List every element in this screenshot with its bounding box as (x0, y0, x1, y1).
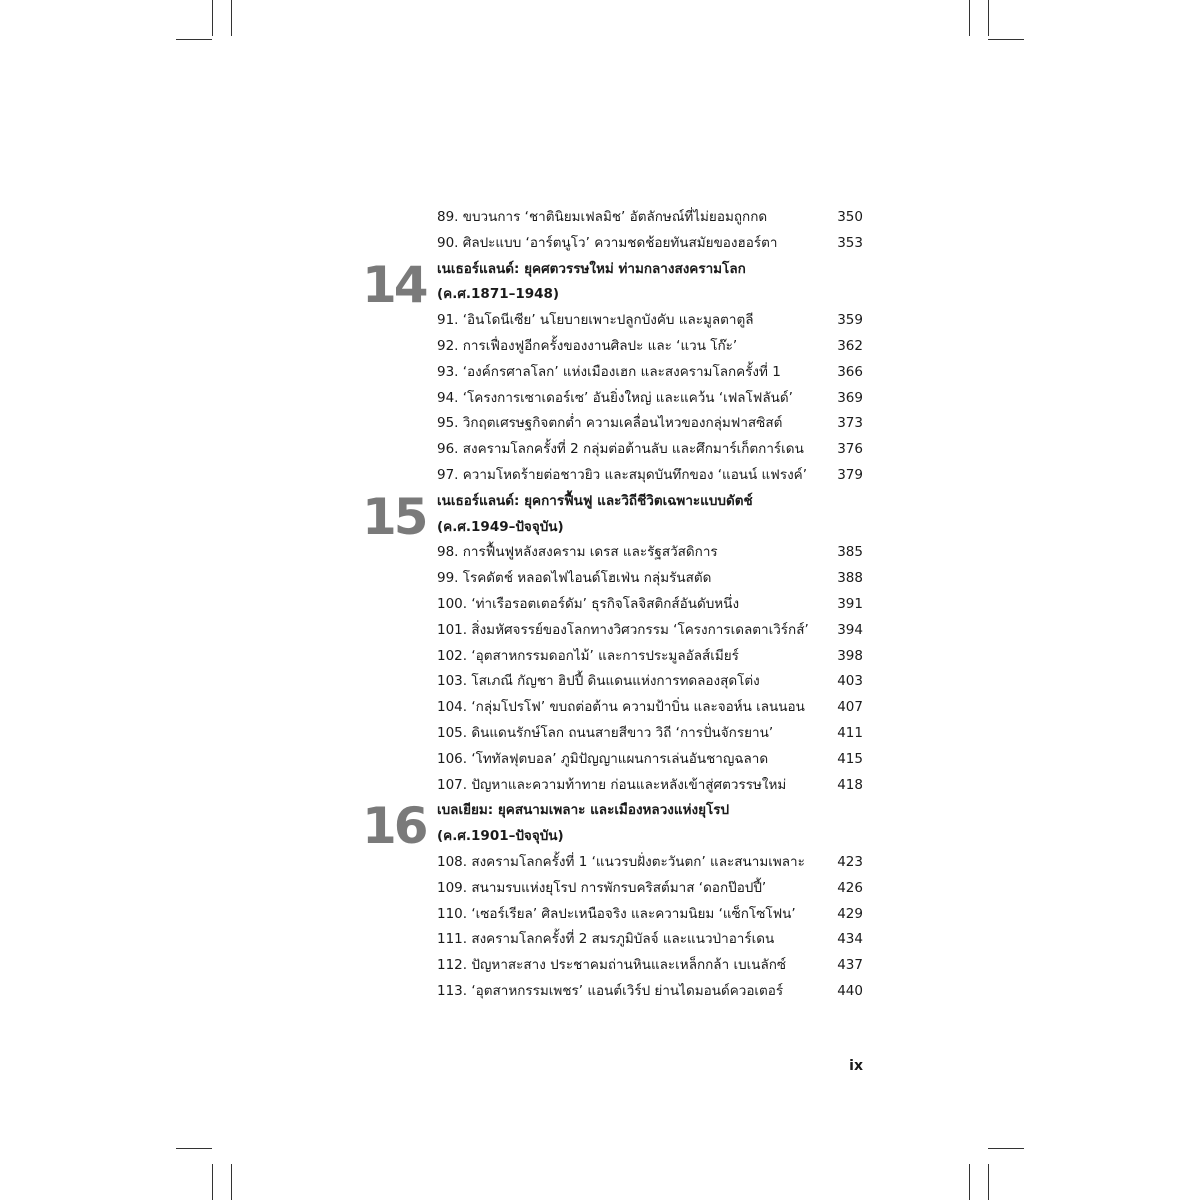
toc-entry-title: 105. ดินแดนรักษ์โลก ถนนสายสีขาว วิถี ‘การปั่นจักรยาน’ (437, 725, 774, 741)
toc-entry-title: 98. การฟื้นฟูหลังสงคราม เดรส และรัฐสวัสดิการ (437, 544, 718, 561)
toc-entry-title: 104. ‘กลุ่มโปรโฟ’ ขบถต่อต้าน ความป้าบิ่น และจอห์น เลนนอน (437, 699, 805, 716)
toc-entry-page: 359 (837, 312, 863, 329)
chapter-period: (ค.ศ.1901–ปัจจุบัน) (437, 828, 564, 845)
toc-entry (437, 772, 863, 798)
chapter-number: 16 (362, 797, 426, 856)
toc-entry (437, 591, 863, 617)
toc-entry (437, 694, 863, 720)
toc-entry (437, 462, 863, 488)
toc-entry (437, 978, 863, 1004)
toc-entry-page: 366 (837, 363, 863, 380)
toc-entry (437, 565, 863, 591)
toc-entry-title: 94. ‘โครงการเซาเดอร์เซ’ อันยิ่งใหญ่ และแคว้น ‘เฟลโฟลันด์’ (437, 389, 793, 406)
toc-entry-title: 103. โสเภณี กัญชา ฮิปปี้ ดินแดนแห่งการทดลองสุดโต่ง (437, 673, 760, 690)
toc-entry-title: 110. ‘เซอร์เรียล’ ศิลปะเหนือจริง และความนิยม ‘แซ็กโซโฟน’ (437, 905, 796, 922)
toc-entry-title: 93. ‘องค์กรศาลโลก’ แห่งเมืองเฮก และสงครามโลกครั้งที่ 1 (437, 363, 781, 380)
toc-entry (437, 875, 863, 901)
chapter-period: (ค.ศ.1871–1948) (437, 286, 560, 303)
toc-entry-page: 440 (837, 983, 863, 999)
toc-entry-page: 403 (837, 673, 863, 690)
toc-entry-page: 391 (837, 596, 863, 612)
toc-entry-title: 91. ‘อินโดนีเซีย’ นโยบายเพาะปลูกบังคับ และมูลตาตูลี (437, 312, 754, 329)
toc-entry-page: 350 (837, 209, 863, 225)
toc-entry (437, 385, 863, 411)
chapter-title: เนเธอร์แลนด์: ยุคการฟื้นฟู และวิถีชีวิตเฉพาะแบบดัตช์ (437, 492, 753, 509)
toc-entry (437, 539, 863, 565)
toc-entry (437, 436, 863, 462)
toc-entry-title: 97. ความโหดร้ายต่อชาวยิว และสมุดบันทึกของ ‘แอนน์ แฟรงค์’ (437, 467, 807, 483)
toc-entry-title: 89. ขบวนการ ‘ชาตินิยมเฟลมิช’ อัตลักษณ์ที่ไม่ยอมถูกกด (437, 209, 768, 225)
toc-entry (437, 668, 863, 694)
chapter-title: เนเธอร์แลนด์: ยุคศตวรรษใหม่ ท่ามกลางสงครามโลก (437, 260, 746, 277)
toc-entry-title: 96. สงครามโลกครั้งที่ 2 กลุ่มต่อต้านลับ และศึกมาร์เก็ตการ์เดน (437, 441, 804, 458)
toc-entry-title: 102. ‘อุตสาหกรรมดอกไม้’ และการประมูลอัลส์เมียร์ (437, 647, 739, 664)
toc-entry-page: 369 (837, 389, 863, 406)
toc-entry-page: 429 (837, 905, 863, 922)
toc-entry-page: 423 (837, 854, 863, 870)
toc-entry (437, 926, 863, 952)
chapter-number: 14 (362, 255, 426, 314)
chapter-title: เบลเยียม: ยุคสนามเพลาะ และเมืองหลวงแห่งยุโรป (437, 802, 730, 819)
toc-entry (437, 410, 863, 436)
toc-entry-page: 394 (837, 621, 863, 638)
toc-entry (437, 617, 863, 643)
toc-entry-page: 388 (837, 570, 863, 587)
toc-entry-title: 113. ‘อุตสาหกรรมเพชร’ แอนต์เวิร์ป ย่านไดมอนด์ควอเตอร์ (437, 983, 784, 999)
toc-entry-page: 418 (837, 776, 863, 793)
toc-entry (437, 643, 863, 669)
toc-entry (437, 359, 863, 385)
toc-entry-page: 379 (837, 467, 863, 483)
toc-entry (437, 952, 863, 978)
toc-entry-title: 101. สิ่งมหัศจรรย์ของโลกทางวิศวกรรม ‘โครงการเดลตาเวิร์กส์’ (437, 621, 809, 638)
chapter-period: (ค.ศ.1949–ปัจจุบัน) (437, 518, 564, 535)
toc-entry-title: 107. ปัญหาและความท้าทาย ก่อนและหลังเข้าสู่ศตวรรษใหม่ (437, 776, 787, 793)
toc-entry (437, 204, 863, 230)
toc-entry-title: 95. วิกฤตเศรษฐกิจตกต่ำ ความเคลื่อนไหวของกลุ่มฟาสซิสต์ (437, 415, 783, 432)
toc-entry (437, 307, 863, 333)
toc-entry (437, 720, 863, 746)
toc-entry (437, 746, 863, 772)
toc-entry (437, 333, 863, 359)
toc-entry-page: 353 (837, 234, 863, 251)
toc-entry-page: 398 (837, 647, 863, 664)
toc-entry-page: 426 (837, 879, 863, 896)
toc-entry-title: 109. สนามรบแห่งยุโรป การพักรบคริสต์มาส ‘ดอกป๊อปปี้’ (437, 879, 767, 896)
toc-entry-title: 100. ‘ท่าเรือรอตเตอร์ดัม’ ธุรกิจโลจิสติกส์อันดับหนึ่ง (437, 596, 740, 612)
toc-entry-title: 99. โรคดัตช์ หลอดไฟไอนด์โฮเฟ่น กลุ่มรันสตัด (437, 570, 712, 587)
toc-entry-page: 434 (837, 931, 863, 948)
toc-entry-title: 92. การเฟื่องฟูอีกครั้งของงานศิลปะ และ ‘แวน โก๊ะ’ (437, 338, 738, 354)
toc-entry (437, 849, 863, 875)
toc-entry-page: 411 (837, 725, 863, 741)
toc-entry (437, 230, 863, 256)
toc-entry-title: 108. สงครามโลกครั้งที่ 1 ‘แนวรบฝั่งตะวันตก’ และสนามเพลาะ (437, 854, 805, 870)
toc-entry-page: 385 (837, 544, 863, 561)
toc-entry-page: 362 (837, 338, 863, 354)
toc-entry-title: 106. ‘โททัลฟุตบอล’ ภูมิปัญญาแผนการเล่นอันชาญฉลาด (437, 750, 769, 767)
page-number: ix (849, 1058, 863, 1074)
toc-entry (437, 901, 863, 927)
toc-entry-title: 111. สงครามโลกครั้งที่ 2 สมรภูมิบัลจ์ และแนวป่าอาร์เดน (437, 931, 775, 948)
toc-entry-page: 415 (837, 750, 863, 767)
toc-entry-page: 376 (837, 441, 863, 458)
toc-entry-page: 373 (837, 415, 863, 432)
toc-entry-title: 90. ศิลปะแบบ ‘อาร์ตนูโว’ ความชดช้อยทันสมัยของฮอร์ตา (437, 234, 778, 251)
chapter-number: 15 (362, 487, 426, 546)
toc-entry-page: 407 (837, 699, 863, 716)
toc-entry-page: 437 (837, 957, 863, 974)
toc-entry-title: 112. ปัญหาสะสาง ประชาคมถ่านหินและเหล็กกล้า เบเนลักซ์ (437, 957, 787, 974)
